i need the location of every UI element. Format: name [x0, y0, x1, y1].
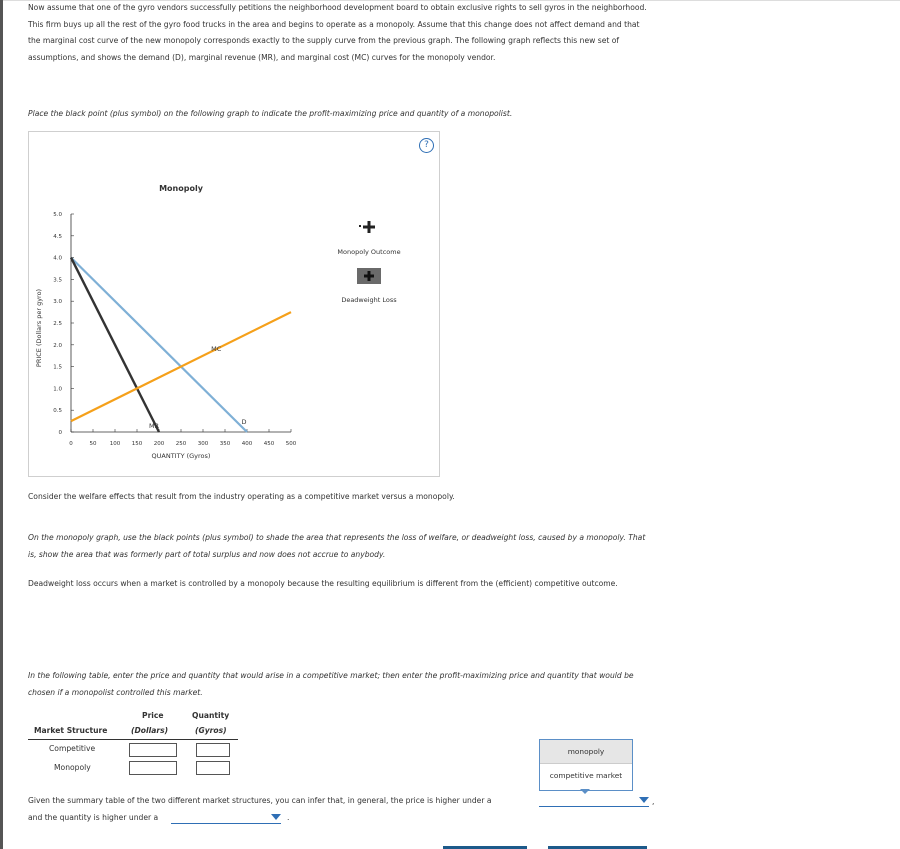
plus-symbol-h — [364, 275, 374, 278]
x-tick-label: 250 — [175, 441, 187, 447]
instruction-place-point: Place the black point (plus symbol) on the following graph to indicate the profit-maximizing price and quantity of a monopolist. — [28, 109, 513, 118]
x-tick-label: 300 — [197, 441, 209, 447]
table-header-rule — [28, 739, 238, 740]
plus-dot — [359, 225, 361, 227]
y-tick-label: 5.0 — [53, 212, 62, 218]
deadweight-loss-tool[interactable] — [357, 268, 381, 284]
series-mc-line — [71, 312, 291, 421]
col-header-price: Price — [142, 711, 164, 720]
x-tick-label: 500 — [285, 441, 297, 447]
y-tick-label: 3.5 — [53, 277, 62, 284]
x-tick-label: 150 — [131, 441, 143, 447]
col-header-price-unit: (Dollars) — [131, 726, 169, 735]
x-tick-label: 400 — [241, 441, 253, 447]
left-accent-bar — [0, 0, 3, 849]
dwl-explanation: Deadweight loss occurs when a market is controlled by a monopoly because the resulting equilibrium is different from the (efficient) competitive outcome. — [28, 579, 618, 588]
chevron-down-icon — [639, 797, 649, 803]
summary-sentence-1: Given the summary table of the two different market structures, you can infer that, in general, the price is higher under a — [28, 796, 492, 805]
instruction-table: In the following table, enter the price and quantity that would arise in a competitive market; then enter the profit-maximizing price and quantity that would be chosen if a monopolist controlled this market. — [28, 671, 634, 697]
competitive-price-input[interactable] — [129, 743, 177, 757]
y-tick-label: 1.0 — [53, 386, 62, 393]
popup-pointer-icon — [580, 789, 590, 794]
row-label-monopoly: Monopoly — [54, 763, 91, 772]
col-header-quantity: Quantity — [192, 711, 230, 720]
monopoly-chart[interactable] — [29, 132, 439, 476]
summary-sentence-2: and the quantity is higher under a — [28, 813, 159, 822]
x-tick-label: 50 — [89, 441, 97, 447]
competitive-quantity-input[interactable] — [196, 743, 230, 757]
col-header-quantity-unit: (Gyros) — [195, 726, 227, 735]
summary-comma: , — [652, 797, 655, 806]
legend-deadweight-loss: Deadweight Loss — [341, 296, 397, 304]
welfare-paragraph: Consider the welfare effects that result from the industry operating as a competitive market versus a monopoly. — [28, 492, 455, 501]
y-tick-label: 2.0 — [53, 342, 62, 349]
y-tick-label: 0 — [58, 430, 62, 436]
y-tick-label: 4.5 — [53, 233, 62, 240]
series-mr-line — [71, 258, 159, 432]
row-label-competitive: Competitive — [49, 744, 96, 753]
y-tick-label: 2.5 — [53, 321, 62, 327]
x-tick-label: 200 — [153, 441, 165, 447]
summary-period: . — [287, 813, 290, 822]
monopoly-outcome-tool[interactable] — [359, 221, 375, 233]
monopoly-quantity-input[interactable] — [196, 761, 230, 775]
label-mr: MR — [148, 422, 160, 430]
x-tick-label: 450 — [263, 441, 275, 447]
chevron-down-icon — [271, 814, 281, 820]
y-tick-label: 1.5 — [53, 364, 62, 371]
label-d: D — [241, 418, 247, 426]
x-tick-label: 350 — [219, 441, 231, 447]
chart-title: Monopoly — [159, 184, 203, 193]
quantity-higher-dropdown[interactable] — [171, 813, 281, 824]
help-icon[interactable]: ? — [419, 138, 434, 153]
y-tick-label: 0.5 — [53, 408, 62, 415]
monopoly-price-input[interactable] — [129, 761, 177, 775]
x-tick-label: 100 — [109, 441, 121, 447]
dropdown-options-popup[interactable] — [539, 739, 633, 791]
plus-symbol-h[interactable] — [363, 226, 375, 229]
instruction-shade-dwl: On the monopoly graph, use the black points (plus symbol) to shade the area that represents the loss of welfare, or deadweight loss, caused by a monopoly. That is, show the area that was formerly part of total surplus and now does not accrue to anybody. — [28, 533, 646, 559]
option-monopoly[interactable]: monopoly — [540, 740, 632, 764]
col-header-structure: Market Structure — [34, 726, 108, 735]
price-higher-dropdown[interactable] — [539, 796, 649, 807]
x-tick-label: 0 — [69, 441, 73, 447]
monopoly-graph-panel[interactable] — [28, 131, 440, 477]
x-axis-label: QUANTITY (Gyros) — [151, 452, 211, 460]
label-mc: MC — [211, 345, 222, 354]
y-tick-label: 4.0 — [53, 255, 62, 262]
option-competitive-market[interactable]: competitive market — [549, 771, 623, 780]
legend-monopoly-outcome: Monopoly Outcome — [337, 248, 401, 256]
intro-paragraph: Now assume that one of the gyro vendors successfully petitions the neighborhood development board to obtain exclusive rights to sell gyros in the neighborhood. This firm buys up all the rest of the gyro food trucks in the area and begins to operate as a monopoly. Assume that this change does not affect demand and that the marginal cost curve of the new monopoly corresponds exactly to the supply curve from the previous graph. The following graph reflects this new set of assumptions, and shows the demand (D), marginal revenue (MR), and marginal cost (MC) curves for the monopoly vendor. — [28, 3, 647, 62]
y-tick-label: 3.0 — [53, 299, 62, 306]
y-axis-label: PRICE (Dollars per gyro) — [35, 288, 43, 368]
